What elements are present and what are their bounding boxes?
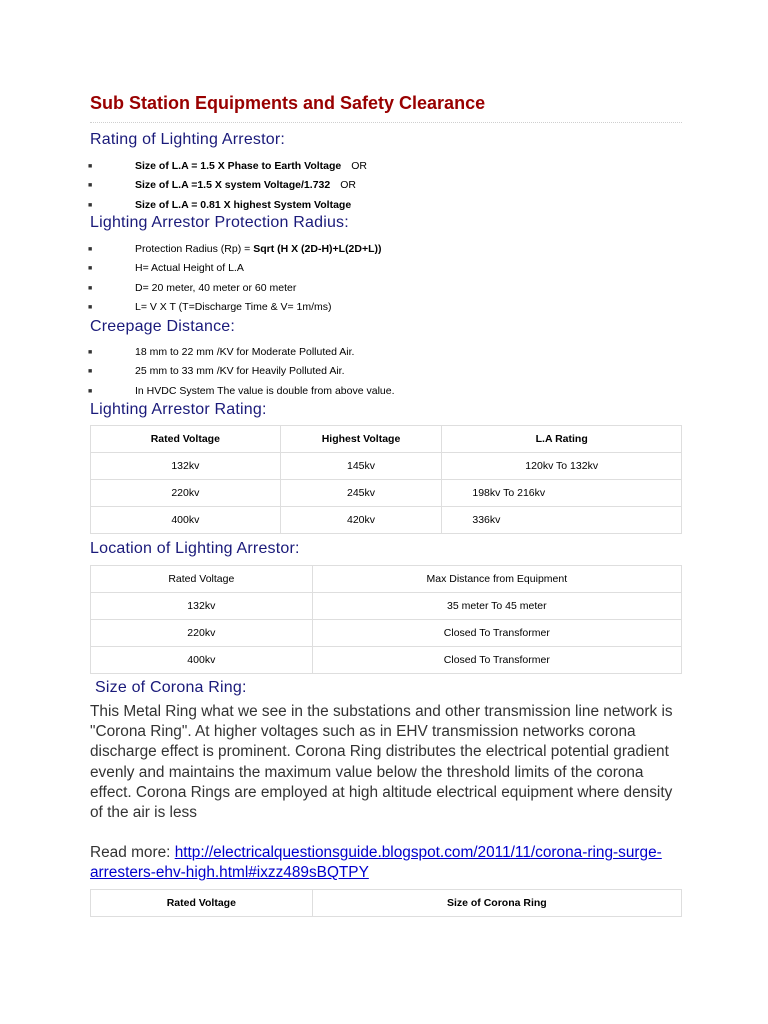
list-item: ■ Size of L.A = 1.5 X Phase to Earth Voltage OR — [90, 157, 367, 176]
list-item: ■ 18 mm to 22 mm /KV for Moderate Polluted Air. — [90, 343, 395, 362]
bullet-icon: ■ — [88, 246, 93, 253]
table-row: 220kv Closed To Transformer — [91, 620, 682, 647]
heading-la-rating: Lighting Arrestor Rating: — [90, 401, 267, 418]
page-title: Sub Station Equipments and Safety Clearance — [90, 93, 682, 123]
bullet-icon: ■ — [88, 387, 93, 395]
table-header-row: Rated Voltage Highest Voltage L.A Rating — [91, 426, 682, 453]
table-row: 400kv Closed To Transformer — [91, 647, 682, 674]
bullet-icon: ■ — [88, 368, 93, 376]
heading-location: Location of Lighting Arrestor: — [90, 540, 300, 557]
creepage-list — [90, 343, 395, 401]
list-item: ■ 25 mm to 33 mm /KV for Heavily Polluted Air. — [90, 362, 395, 381]
table-row: 132kv 145kv 120kv To 132kv — [91, 453, 682, 480]
table-row: 220kv 245kv 198kv To 216kv — [91, 480, 682, 507]
list-item: ■ Size of L.A =1.5 X system Voltage/1.732 OR — [90, 176, 367, 195]
heading-creepage: Creepage Distance: — [90, 318, 236, 335]
list-item: ■ D= 20 meter, 40 meter or 60 meter — [90, 279, 382, 298]
list-item: ■ Protection Radius (Rp) = Sqrt (H X (2D-H)+L(2D+L)) — [90, 240, 382, 259]
heading-protection-radius: Lighting Arrestor Protection Radius: — [90, 214, 349, 231]
bullet-icon: ■ — [88, 201, 93, 209]
rating-la-list — [90, 157, 367, 215]
bullet-icon: ■ — [88, 284, 93, 292]
corona-paragraph: This Metal Ring what we see in the substations and other transmission line network is "Corona Ring". At higher voltages such as in EHV transmission networks corona discharge effect is prominent. Corona Ring distributes the electrical potential gradient evenly and maintains the maximum value below the threshold limits of the corona effect. Corona Rings are employed at high altitude electrical equipment where density of the air is less — [90, 703, 673, 822]
bullet-icon: ■ — [88, 182, 93, 190]
list-item: ■ H= Actual Height of L.A — [90, 259, 382, 278]
corona-table — [90, 889, 682, 917]
location-table — [90, 565, 682, 674]
table-header-row: Rated Voltage Max Distance from Equipment — [91, 566, 682, 593]
heading-corona: Size of Corona Ring: — [95, 679, 247, 696]
read-more-link[interactable]: http://electricalquestionsguide.blogspot.com/2011/11/corona-ring-surge-arresters-ehv-high.html#ixzz489sBQTPY — [90, 844, 662, 881]
read-more: Read more: http://electricalquestionsguide.blogspot.com/2011/11/corona-ring-surge-arresters-ehv-high.html#ixzz489sBQTPY — [90, 844, 662, 881]
bullet-icon: ■ — [88, 163, 93, 170]
table-row: 400kv 420kv 336kv — [91, 507, 682, 534]
la-rating-table — [90, 425, 682, 534]
bullet-icon: ■ — [88, 349, 93, 356]
table-row: 132kv 35 meter To 45 meter — [91, 593, 682, 620]
protection-radius-list — [90, 240, 382, 317]
bullet-icon: ■ — [88, 303, 93, 311]
table-header-row: Rated Voltage Size of Corona Ring — [91, 890, 682, 917]
list-item: ■ In HVDC System The value is double from above value. — [90, 382, 395, 401]
list-item: ■ L= V X T (T=Discharge Time & V= 1m/ms) — [90, 298, 382, 317]
bullet-icon: ■ — [88, 265, 93, 273]
list-item: ■ Size of L.A = 0.81 X highest System Voltage — [90, 196, 367, 215]
heading-rating-la: Rating of Lighting Arrestor: — [90, 131, 286, 148]
